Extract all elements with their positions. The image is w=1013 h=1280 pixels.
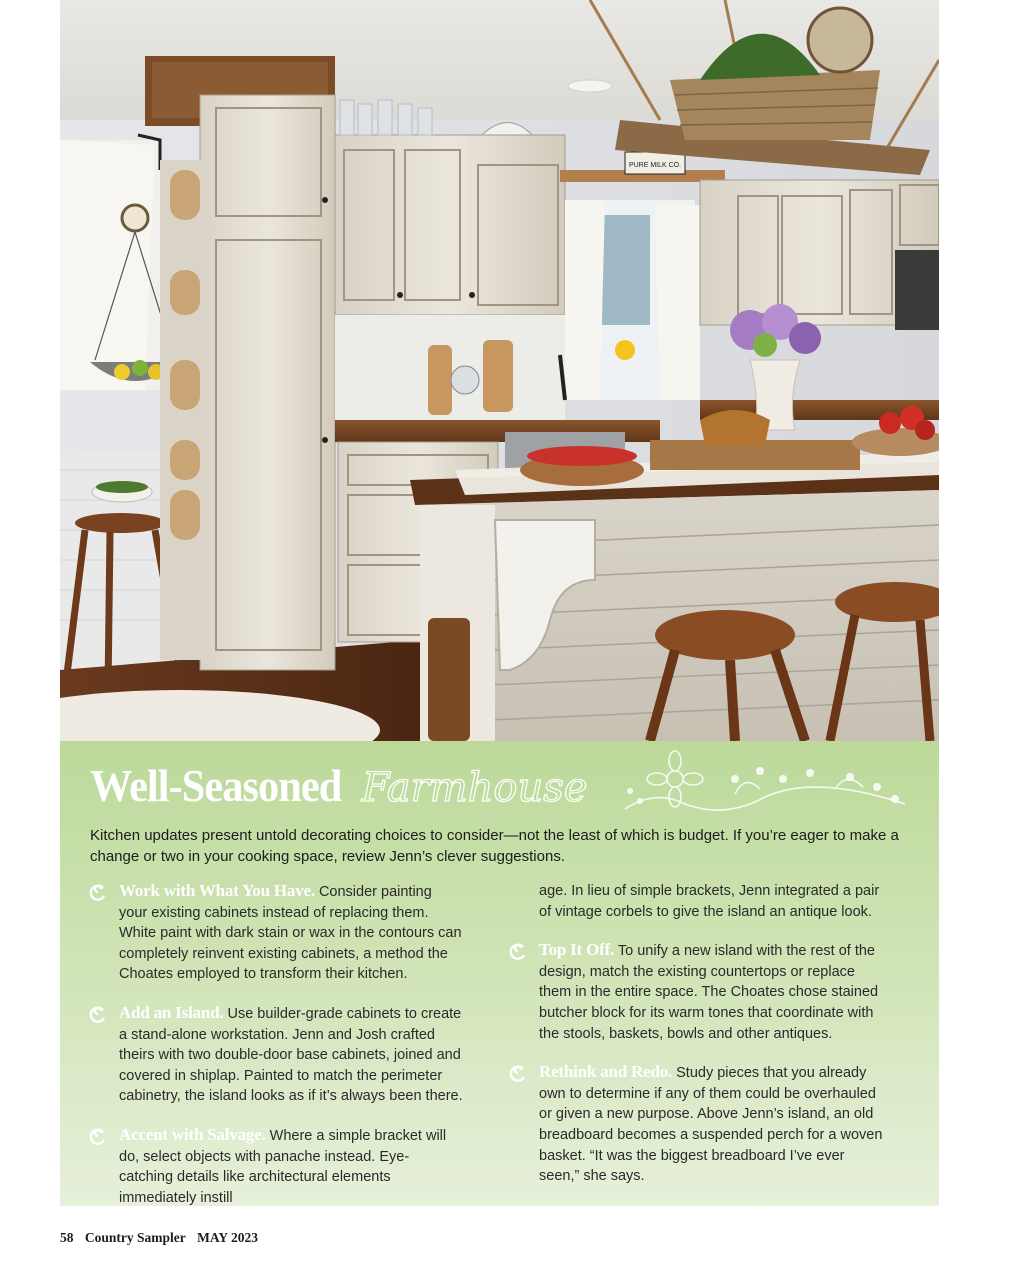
swirl-bullet-icon	[508, 1063, 528, 1083]
tip-item	[508, 940, 883, 1044]
tip-lead: Accent with Salvage.	[119, 1124, 266, 1144]
headline-script: Farmhouse	[361, 765, 588, 811]
intro-paragraph: Kitchen updates present untold decorating choices to consider—not the least of which is budget. If you’re eager to make a change or two in your cooking space, review Jenn’s clever suggestions.	[90, 827, 899, 865]
tip-lead: Top It Off.	[539, 940, 615, 960]
page-footer	[60, 1230, 266, 1246]
tip-item	[88, 1125, 463, 1208]
tip-lead: Rethink and Redo.	[539, 1062, 673, 1082]
swirl-bullet-icon	[88, 882, 108, 902]
tip-text: Where a simple bracket will do, select objects with panache instead. Eye-catching details like architectural elements immediately instill	[119, 1127, 447, 1206]
sign-label: PURE MILK CO.	[628, 162, 682, 169]
tips-panel	[60, 741, 939, 1206]
swirl-bullet-icon	[88, 1004, 108, 1024]
page-number: 58	[60, 1230, 74, 1245]
magazine-name: Country Sampler	[84, 1230, 186, 1245]
kitchen-photo	[60, 0, 939, 741]
swirl-bullet-icon	[88, 1126, 108, 1146]
tip-item	[88, 1003, 463, 1107]
tip-text: Use builder-grade cabinets to create a stand-alone workstation. Jenn and Josh crafted theirs with two double-door base cabinets, joined and covered in shiplap. Painted to match the perimeter cabinetry, the island looks as if it’s always been there.	[119, 1005, 463, 1105]
tip-item	[508, 1062, 883, 1187]
tip-lead: Work with What You Have.	[119, 881, 315, 900]
tips-column-right	[508, 881, 883, 1205]
tip-item	[88, 881, 463, 985]
floral-ornament-icon	[615, 749, 915, 819]
tip-text: Study pieces that you already own to determine if any of them could be overhauled or given a new purpose. Above Jenn’s island, an old breadboard becomes a suspended perch for a woven basket. “It was the biggest breadboard I’ve ever seen,” she says.	[539, 1065, 883, 1185]
tip-text: Consider painting your existing cabinets instead of replacing them. White paint with dark stain or wax in the contours can completely reinvent existing cabinets, a method the Choates employed to transform their kitchen.	[119, 884, 462, 983]
issue-date: MAY 2023	[197, 1230, 259, 1245]
swirl-bullet-icon	[508, 941, 528, 961]
tip-continued-text: age. In lieu of simple brackets, Jenn integrated a pair of vintage corbels to give the island an antique look.	[539, 883, 880, 920]
tip-text: To unify a new island with the rest of the design, match the existing countertops or replace them in the entire space. The Choates chose stained butcher block for its warm tones that coordinate with the stools, baskets, bowls and other antiques.	[539, 943, 879, 1042]
tips-column-left	[88, 881, 463, 1226]
tip-lead: Add an Island.	[119, 1002, 224, 1022]
headline-main: Well-Seasoned	[90, 760, 342, 811]
headline	[90, 760, 588, 811]
